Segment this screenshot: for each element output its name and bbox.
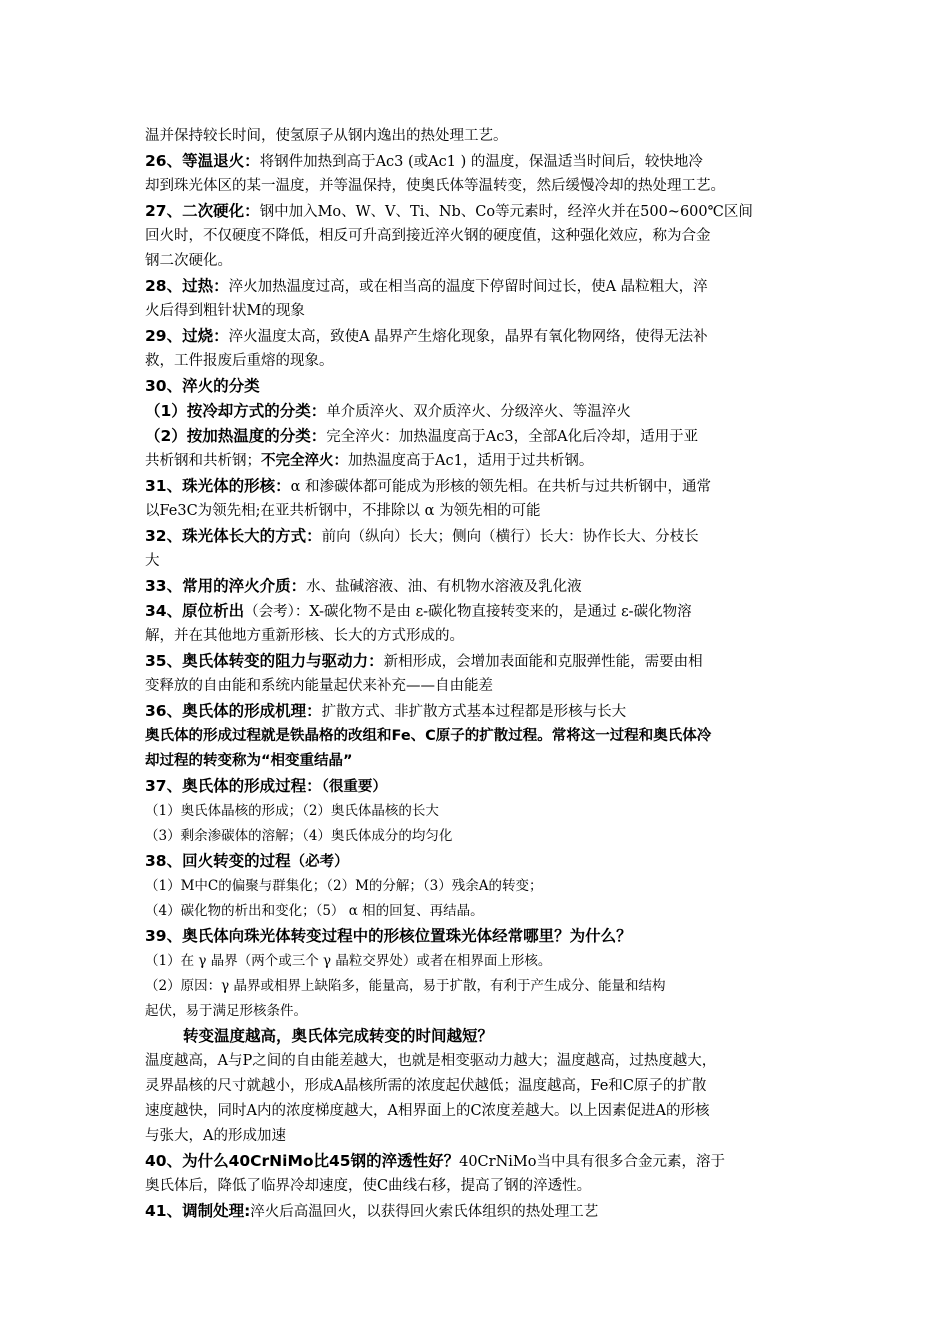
body-text: （会考）：X-碳化物不是由 ε-碳化物直接转变来的，是通过 ε-碳化物溶 xyxy=(244,604,692,620)
section-heading: 38、回火转变的过程 xyxy=(145,852,291,870)
document-page xyxy=(145,124,810,1224)
body-text: 淬火加热温度过高，或在相当高的温度下停留时间过长，使A 晶粒粗大，淬 xyxy=(228,279,708,295)
text-line xyxy=(145,799,810,824)
text-line xyxy=(145,549,810,574)
body-text: （1）M中C的偏聚与群集化；（2）M的分解；（3）残余A的转变； xyxy=(145,878,543,894)
section-heading: 28、过热： xyxy=(145,277,229,295)
text-line xyxy=(145,599,810,624)
body-text: （1）在 γ 晶界（两个或三个 γ 晶粒交界处）或者在相界面上形核。 xyxy=(145,953,552,969)
text-line xyxy=(145,149,810,174)
text-line xyxy=(145,999,810,1024)
heading-note: （必考） xyxy=(290,854,349,870)
body-text: 完全淬火：加热温度高于Ac3，全部A化后冷却，适用于亚 xyxy=(326,429,699,445)
body-text: 钢中加入Mo、W、V、Ti、Nb、Co等元素时，经淬火并在500~600℃区间 xyxy=(259,204,753,220)
section-heading: 转变温度越高，奥氏体完成转变的时间越短？ xyxy=(183,1027,494,1045)
body-text: 淬火温度太高，致使A 晶界产生熔化现象，晶界有氧化物网络，使得无法补 xyxy=(228,329,708,345)
body-text: 变释放的自由能和系统内能量起伏来补充——自由能差 xyxy=(145,678,493,694)
body-text: α 和渗碳体都可能成为形核的领先相。在共析与过共析钢中，通常 xyxy=(290,479,711,495)
section-heading: （2）按加热温度的分类： xyxy=(145,427,327,445)
text-line xyxy=(145,424,810,449)
text-line xyxy=(145,699,810,724)
text-line xyxy=(145,1124,810,1149)
text-line xyxy=(145,574,810,599)
bold-text: 却过程的转变称为“相变重结晶” xyxy=(145,753,353,769)
body-text: 40CrNiMo当中具有很多合金元素，溶于 xyxy=(459,1154,725,1170)
text-line xyxy=(145,724,810,749)
text-line xyxy=(145,324,810,349)
section-heading: 30、淬火的分类 xyxy=(145,377,260,395)
section-heading: 29、过烧： xyxy=(145,327,229,345)
text-line xyxy=(145,874,810,899)
text-line xyxy=(145,399,810,424)
text-line xyxy=(145,624,810,649)
body-text: （2）原因：γ 晶界或相界上缺陷多，能量高，易于扩散，有利于产生成分、能量和结构 xyxy=(145,978,666,994)
text-line xyxy=(145,1074,810,1099)
body-text: 速度越快，同时A内的浓度梯度越大，A相界面上的C浓度差越大。以上因素促进A的形核 xyxy=(145,1103,710,1119)
text-line xyxy=(145,774,810,799)
text-line xyxy=(145,974,810,999)
body-text: 新相形成，会增加表面能和克服弹性能，需要由相 xyxy=(383,654,703,670)
section-heading: 32、珠光体长大的方式： xyxy=(145,527,322,545)
section-heading: 35、奥氏体转变的阻力与驱动力： xyxy=(145,652,384,670)
text-line xyxy=(145,524,810,549)
text-line xyxy=(145,1099,810,1124)
body-text: 温并保持较长时间，使氢原子从钢内逸出的热处理工艺。 xyxy=(145,128,508,144)
text-line xyxy=(145,349,810,374)
body-text: 前向（纵向）长大；侧向（横行）长大：协作长大、分枝长 xyxy=(321,529,699,545)
text-line xyxy=(145,474,810,499)
text-line xyxy=(145,924,810,949)
inline-term: 不完全淬火： xyxy=(261,453,348,469)
body-text: 温度越高，A与P之间的自由能差越大，也就是相变驱动力越大；温度越高，过热度越大， xyxy=(145,1053,717,1069)
body-text: 水、盐碱溶液、油、有机物水溶液及乳化液 xyxy=(306,579,582,595)
text-line xyxy=(145,174,810,199)
section-heading: 27、二次硬化： xyxy=(145,202,260,220)
text-line xyxy=(145,849,810,874)
text-line xyxy=(145,199,810,224)
text-line xyxy=(145,499,810,524)
heading-note: （很重要） xyxy=(321,779,387,795)
body-text: 将钢件加热到高于Ac3 (或Ac1 ) 的温度，保温适当时间后，较快地冷 xyxy=(259,154,703,170)
body-text: （1）奥氏体晶核的形成；（2）奥氏体晶核的长大 xyxy=(145,803,439,819)
body-text: 回火时，不仅硬度不降低，相反可升高到接近淬火钢的硬度值，这种强化效应，称为合金 xyxy=(145,228,711,244)
section-heading: （1）按冷却方式的分类： xyxy=(145,402,327,420)
text-line xyxy=(145,824,810,849)
text-line xyxy=(145,1149,810,1174)
body-text: 以Fe3C为领先相;在亚共析钢中，不排除以 α 为领先相的可能 xyxy=(145,503,541,519)
text-line xyxy=(145,1024,810,1049)
body-text: （4）碳化物的析出和变化；（5） α 相的回复、再结晶。 xyxy=(145,903,484,919)
body-text: 灵界晶核的尺寸就越小，形成A晶核所需的浓度起伏越低；温度越高，Fe和C原子的扩散 xyxy=(145,1078,707,1094)
section-heading: 36、奥氏体的形成机理： xyxy=(145,702,322,720)
text-line xyxy=(145,224,810,249)
body-text: 钢二次硬化。 xyxy=(145,253,232,269)
body-text: 解，并在其他地方重新形核、长大的方式形成的。 xyxy=(145,628,464,644)
text-line xyxy=(145,299,810,324)
text-line xyxy=(145,1199,810,1224)
body-text: 大 xyxy=(145,553,160,569)
body-text: 共析钢和共析钢； xyxy=(145,453,261,469)
body-text: 单介质淬火、双介质淬火、分级淬火、等温淬火 xyxy=(326,404,631,420)
text-line xyxy=(145,374,810,399)
text-line xyxy=(145,899,810,924)
bold-text: 奥氏体的形成过程就是铁晶格的改组和Fe、C原子的扩散过程。常将这一过程和奥氏体冷 xyxy=(145,728,712,744)
text-line xyxy=(145,949,810,974)
text-line xyxy=(145,649,810,674)
body-text: 淬火后高温回火，以获得回火索氏体组织的热处理工艺 xyxy=(250,1204,599,1220)
text-line xyxy=(145,749,810,774)
body-text: 加热温度高于Ac1，适用于过共析钢。 xyxy=(348,453,594,469)
text-line xyxy=(145,674,810,699)
body-text: 却到珠光体区的某一温度，并等温保持，使奥氏体等温转变，然后缓慢冷却的热处理工艺。 xyxy=(145,178,725,194)
section-heading: 41、调制处理: xyxy=(145,1202,251,1220)
section-heading: 31、珠光体的形核： xyxy=(145,477,291,495)
body-text: 奥氏体后，降低了临界冷却速度，使C曲线右移，提高了钢的淬透性。 xyxy=(145,1178,592,1194)
body-text: 火后得到粗针状M的现象 xyxy=(145,303,305,319)
text-line xyxy=(145,274,810,299)
body-text: 扩散方式、非扩散方式基本过程都是形核与长大 xyxy=(321,704,627,720)
body-text: 起伏，易于满足形核条件。 xyxy=(145,1003,307,1019)
section-heading: 34、原位析出 xyxy=(145,602,245,620)
body-text: 与张大，A的形成加速 xyxy=(145,1128,286,1144)
text-line xyxy=(145,124,810,149)
text-line xyxy=(145,249,810,274)
section-heading: 37、奥氏体的形成过程： xyxy=(145,777,322,795)
text-line xyxy=(145,449,810,474)
body-text: 救，工件报废后重熔的现象。 xyxy=(145,353,334,369)
body-text: （3）剩余渗碳体的溶解；（4）奥氏体成分的均匀化 xyxy=(145,828,453,844)
section-heading: 33、常用的淬火介质： xyxy=(145,577,307,595)
section-heading: 40、为什么40CrNiMo比45钢的淬透性好？ xyxy=(145,1152,460,1170)
text-line xyxy=(145,1174,810,1199)
text-line xyxy=(145,1049,810,1074)
section-heading: 26、等温退火： xyxy=(145,152,260,170)
section-heading: 39、奥氏体向珠光体转变过程中的形核位置珠光体经常哪里？为什么？ xyxy=(145,927,632,945)
